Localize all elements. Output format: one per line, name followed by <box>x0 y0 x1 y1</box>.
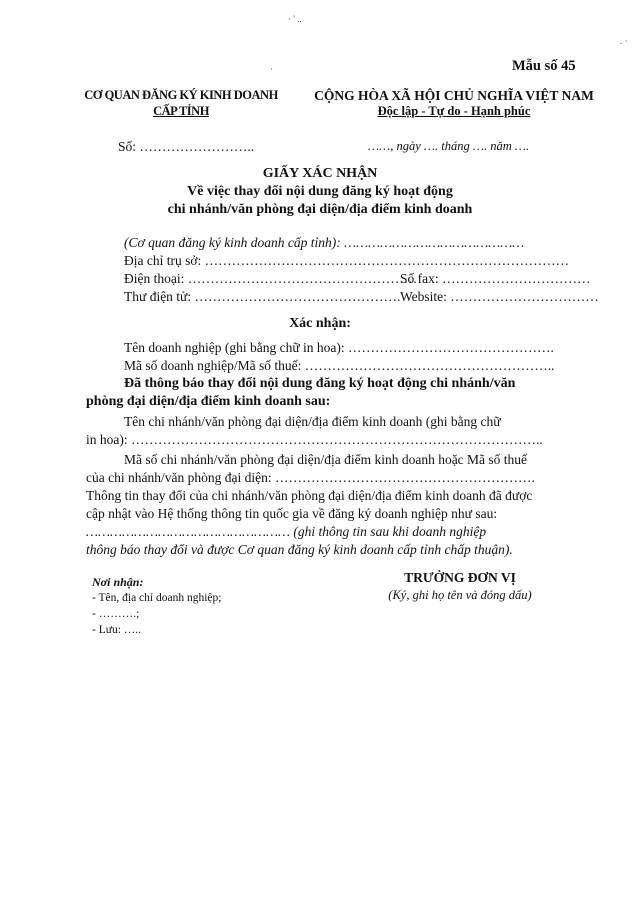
website-field: Website: …………………………… <box>400 289 599 304</box>
branch-name-line-1: Tên chi nhánh/văn phòng đại diện/địa điểm kinh doanh (ghi bằng chữ <box>124 414 501 429</box>
document-date: ……, ngày …. tháng …. năm …. <box>368 139 530 153</box>
notice-line-2: phòng đại diện/địa điểm kinh doanh sau: <box>86 394 331 409</box>
address-field: Địa chỉ trụ sở: ……………………………………………………………………… <box>124 253 570 268</box>
country-name: CỘNG HÒA XÃ HỘI CHỦ NGHĨA VIỆT NAM <box>314 88 594 103</box>
branch-info-line-4: thông báo thay đổi và được Cơ quan đăng ký kinh doanh cấp tỉnh chấp thuận). <box>86 542 513 557</box>
branch-code-line-2: của chi nhánh/văn phòng đại diện: …………………………………………………. <box>86 470 535 485</box>
branch-info-line-1: Thông tin thay đổi của chi nhánh/văn phòng đại diện/địa điểm kinh doanh đã được <box>86 488 533 503</box>
signature-note: (Ký, ghi họ tên và đóng dấu) <box>388 588 532 602</box>
branch-name-line-2: in hoa): ……………………………………………………………………………….. <box>86 432 543 447</box>
authority-name <box>74 88 288 119</box>
branch-code-line-1: Mã số chi nhánh/văn phòng đại diện/địa điểm kinh doanh hoặc Mã số thuế <box>124 452 528 467</box>
document-subtitle-2: chi nhánh/văn phòng đại diện/địa điểm kinh doanh <box>167 202 473 217</box>
recipients-heading: Nơi nhận: <box>92 575 144 589</box>
enterprise-code-field: Mã số doanh nghiệp/Mã số thuế: ……………………………………………….. <box>124 358 555 373</box>
document-number: Số: …………………….. <box>118 139 255 154</box>
branch-info-line-2: cập nhật vào Hệ thống thông tin quốc gia về đăng ký doanh nghiệp như sau: <box>86 506 498 521</box>
document-title: GIẤY XÁC NHẬN <box>262 166 378 181</box>
recipient-item: - Tên, địa chỉ doanh nghiệp; <box>92 592 222 604</box>
document-subtitle-1: Về việc thay đổi nội dung đăng ký hoạt động <box>187 184 453 199</box>
recipient-item: - Lưu: ….. <box>92 624 142 636</box>
phone-field: Điện thoại: …………………………………………… <box>124 271 418 286</box>
agency-field: (Cơ quan đăng ký kinh doanh cấp tỉnh): ……………………………………… <box>124 235 525 250</box>
confirm-heading: Xác nhận: <box>289 316 351 331</box>
notice-line-1: Đã thông báo thay đổi nội dung đăng ký hoạt động chi nhánh/văn <box>124 376 516 391</box>
national-motto <box>303 88 605 119</box>
scan-speck: · <box>270 64 273 74</box>
fax-field: Số fax: …………………………… <box>400 271 591 286</box>
email-field: Thư điện tử: ………………………………………. <box>124 289 401 304</box>
motto-slogan: Độc lập - Tự do - Hạnh phúc <box>377 104 531 118</box>
authority-line2: CẤP TỈNH <box>153 104 209 118</box>
scan-speck: · ' .. <box>288 14 302 24</box>
form-number: Mẫu số 45 <box>512 58 576 74</box>
recipient-item: - ……….; <box>92 608 140 620</box>
scan-speck: . · <box>620 36 628 46</box>
signature-title: TRƯỞNG ĐƠN VỊ <box>404 570 516 585</box>
authority-line1: CƠ QUAN ĐĂNG KÝ KINH DOANH <box>84 88 278 102</box>
enterprise-name-field: Tên doanh nghiệp (ghi bằng chữ in hoa): ………………………………………. <box>124 340 554 355</box>
branch-info-line-3: …………………………………………… (ghi thông tin sau khi doanh nghiệp <box>86 524 487 539</box>
